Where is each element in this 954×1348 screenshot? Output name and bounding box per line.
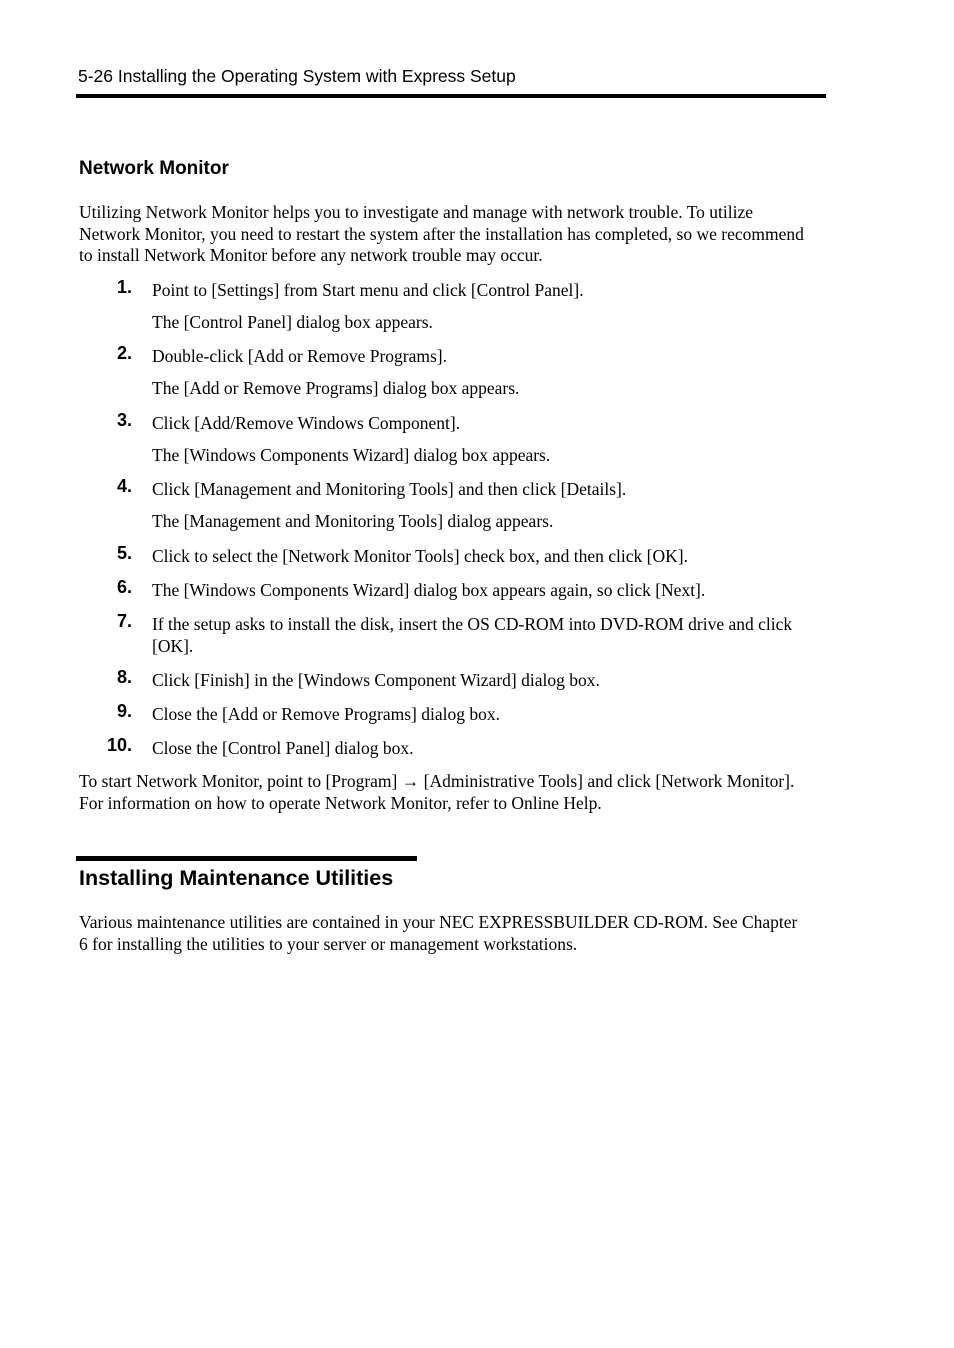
step-number: 6. xyxy=(116,577,132,597)
intro-paragraph: Utilizing Network Monitor helps you to investigate and manage with network trouble. To utilize Network Monitor, you need to restart the system after the installation has completed, so we recommend to install Network Monitor before any network trouble may occur. xyxy=(79,202,804,265)
step-instruction: Point to [Settings] from Start menu and click [Control Panel]. xyxy=(152,280,584,300)
step-number: 4. xyxy=(116,476,132,496)
running-header: 5-26 Installing the Operating System with Express Setup xyxy=(78,66,516,86)
section-heading-network-monitor: Network Monitor xyxy=(79,158,229,179)
step-instruction: The [Windows Components Wizard] dialog box appears again, so click [Next]. xyxy=(152,580,706,600)
step-number: 1. xyxy=(116,277,132,297)
step-instruction: Close the [Control Panel] dialog box. xyxy=(152,738,414,758)
step-instruction: Click [Management and Monitoring Tools] and then click [Details]. xyxy=(152,479,627,499)
step-result: The [Management and Monitoring Tools] dialog appears. xyxy=(152,511,554,531)
step-number: 2. xyxy=(116,343,132,363)
step-number: 9. xyxy=(116,701,132,721)
step-number: 8. xyxy=(116,667,132,687)
outro-paragraph: To start Network Monitor, point to [Program] → [Administrative Tools] and click [Network Monitor]. For information on how to operate Network Monitor, refer to Online Help. xyxy=(79,771,795,813)
step-instruction: Click [Add/Remove Windows Component]. xyxy=(152,413,461,433)
maintenance-paragraph: Various maintenance utilities are contained in your NEC EXPRESSBUILDER CD-ROM. See Chapter 6 for installing the utilities to your server or management workstations. xyxy=(79,912,798,954)
step-instruction: Double-click [Add or Remove Programs]. xyxy=(152,346,447,366)
step-instruction: Close the [Add or Remove Programs] dialog box. xyxy=(152,704,501,724)
section-rule xyxy=(76,856,417,861)
step-result: The [Control Panel] dialog box appears. xyxy=(152,312,433,332)
step-instruction: Click [Finish] in the [Windows Component Wizard] dialog box. xyxy=(152,670,600,690)
step-number: 10. xyxy=(106,735,132,755)
step-number: 3. xyxy=(116,410,132,430)
section-heading-maintenance: Installing Maintenance Utilities xyxy=(79,866,394,890)
step-number: 5. xyxy=(116,543,132,563)
step-result: The [Add or Remove Programs] dialog box appears. xyxy=(152,378,520,398)
header-rule xyxy=(76,94,826,98)
step-instruction: If the setup asks to install the disk, insert the OS CD-ROM into DVD-ROM drive and click [OK]. xyxy=(152,614,793,656)
step-instruction: Click to select the [Network Monitor Tools] check box, and then click [OK]. xyxy=(152,546,688,566)
step-result: The [Windows Components Wizard] dialog box appears. xyxy=(152,445,551,465)
step-number: 7. xyxy=(116,611,132,631)
